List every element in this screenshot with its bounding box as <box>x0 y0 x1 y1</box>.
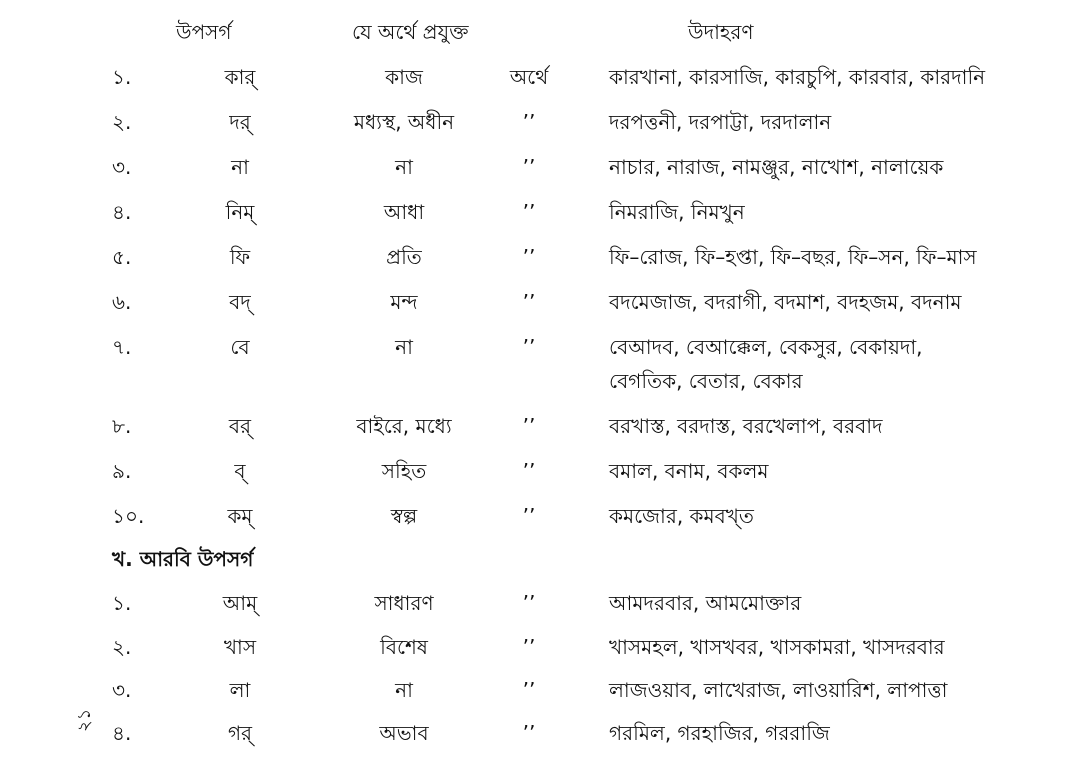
row-meaning: প্রতি <box>386 245 422 269</box>
row-examples: কারখানা, কারসাজি, কারচুপি, কারবার, কারদানি <box>609 65 986 89</box>
row-ditto: ’’ <box>522 504 536 528</box>
header-examples: উদাহরণ <box>688 20 754 44</box>
row-meaning: বাইরে, মধ্যে <box>356 414 452 438</box>
row-examples: দরপত্তনী, দরপাট্টা, দরদালান <box>609 110 832 134</box>
row-prefix: বর্ <box>228 414 252 438</box>
row-ditto: ’’ <box>522 721 536 745</box>
row-prefix: নিম্ <box>225 200 255 224</box>
row-number: ৮. <box>112 414 132 438</box>
row-number: ১০. <box>112 504 145 528</box>
row-ditto: ’’ <box>522 591 536 615</box>
row-meaning: সাধারণ <box>374 591 434 615</box>
row-number: ৩. <box>112 678 132 702</box>
row-examples: নিমরাজি, নিমখুন <box>609 200 745 224</box>
row-prefix: দর্ <box>229 110 251 134</box>
row-ditto: ’’ <box>522 290 536 314</box>
row-meaning: মন্দ <box>390 290 418 314</box>
row-ditto: ’’ <box>522 459 536 483</box>
row-meaning: মধ্যস্থ, অধীন <box>353 110 455 134</box>
header-meaning: যে অর্থে প্রযুক্ত <box>352 20 469 44</box>
row-ditto: ’’ <box>522 245 536 269</box>
row-meaning: না <box>395 155 413 179</box>
row-prefix: আম্ <box>222 591 258 615</box>
row-number: ১. <box>112 591 132 615</box>
row-number: ৫. <box>112 245 132 269</box>
row-number: ৩. <box>112 155 132 179</box>
row-ditto: ’’ <box>522 635 536 659</box>
row-prefix: বে <box>230 335 250 359</box>
row-number: ৪. <box>112 200 132 224</box>
row-prefix: খাস <box>223 635 257 659</box>
row-meaning: অভাব <box>379 721 429 745</box>
row-meaning: সহিত <box>381 459 427 483</box>
row-meaning: আধা <box>383 200 425 224</box>
page-number: ২১ <box>74 708 95 732</box>
row-examples: লাজওয়াব, লাখেরাজ, লাওয়ারিশ, লাপাত্তা <box>609 678 948 702</box>
row-ditto: ’’ <box>522 110 536 134</box>
row-number: ৬. <box>112 290 132 314</box>
row-examples: নাচার, নারাজ, নামঞ্জুর, নাখোশ, নালায়েক <box>609 155 944 179</box>
row-number: ৯. <box>112 459 132 483</box>
row-examples: বমাল, বনাম, বকলম <box>609 459 769 483</box>
section-b-title: খ. আরবি উপসর্গ <box>112 547 254 571</box>
row-meaning: না <box>395 335 413 359</box>
row-prefix: লা <box>229 678 251 702</box>
row-prefix: ফি <box>229 245 251 269</box>
row-prefix: কার্ <box>224 65 256 89</box>
row-ditto: ’’ <box>522 414 536 438</box>
row-examples: বরখাস্ত, বরদাস্ত, বরখেলাপ, বরবাদ <box>609 414 883 438</box>
row-ditto: ’’ <box>522 155 536 179</box>
header-prefix: উপসর্গ <box>176 20 232 44</box>
row-prefix: ব্ <box>234 459 246 483</box>
row-ditto: ’’ <box>522 678 536 702</box>
row-ditto: অর্থে <box>509 65 549 89</box>
row-prefix: না <box>231 155 249 179</box>
row-examples: গরমিল, গরহাজির, গররাজি <box>609 721 830 745</box>
row-examples: আমদরবার, আমমোক্তার <box>609 591 802 615</box>
row-prefix: গর্ <box>227 721 253 745</box>
row-meaning: স্বল্প <box>390 504 418 528</box>
row-ditto: ’’ <box>522 200 536 224</box>
row-meaning: কাজ <box>385 65 423 89</box>
row-number: ৪. <box>112 721 132 745</box>
row-number: ১. <box>112 65 132 89</box>
row-number: ২. <box>112 110 132 134</box>
row-examples: কমজোর, কমবখ্ত <box>609 504 754 528</box>
row-examples: বেআদব, বেআক্কেল, বেকসুর, বেকায়দা, <box>609 335 923 359</box>
row-prefix: কম্ <box>227 504 253 528</box>
row-examples: খাসমহল, খাসখবর, খাসকামরা, খাসদরবার <box>609 635 945 659</box>
row-meaning: বিশেষ <box>380 635 428 659</box>
row-number: ৭. <box>112 335 132 359</box>
row-ditto: ’’ <box>522 335 536 359</box>
row-meaning: না <box>395 678 413 702</box>
row-examples: বদমেজাজ, বদরাগী, বদমাশ, বদহজম, বদনাম <box>609 290 962 314</box>
row-number: ২. <box>112 635 132 659</box>
row-examples: ফি–রোজ, ফি–হপ্তা, ফি–বছর, ফি–সন, ফি–মাস <box>609 245 977 269</box>
row-prefix: বদ্ <box>229 290 251 314</box>
row-examples-continued: বেগতিক, বেতার, বেকার <box>609 369 803 393</box>
